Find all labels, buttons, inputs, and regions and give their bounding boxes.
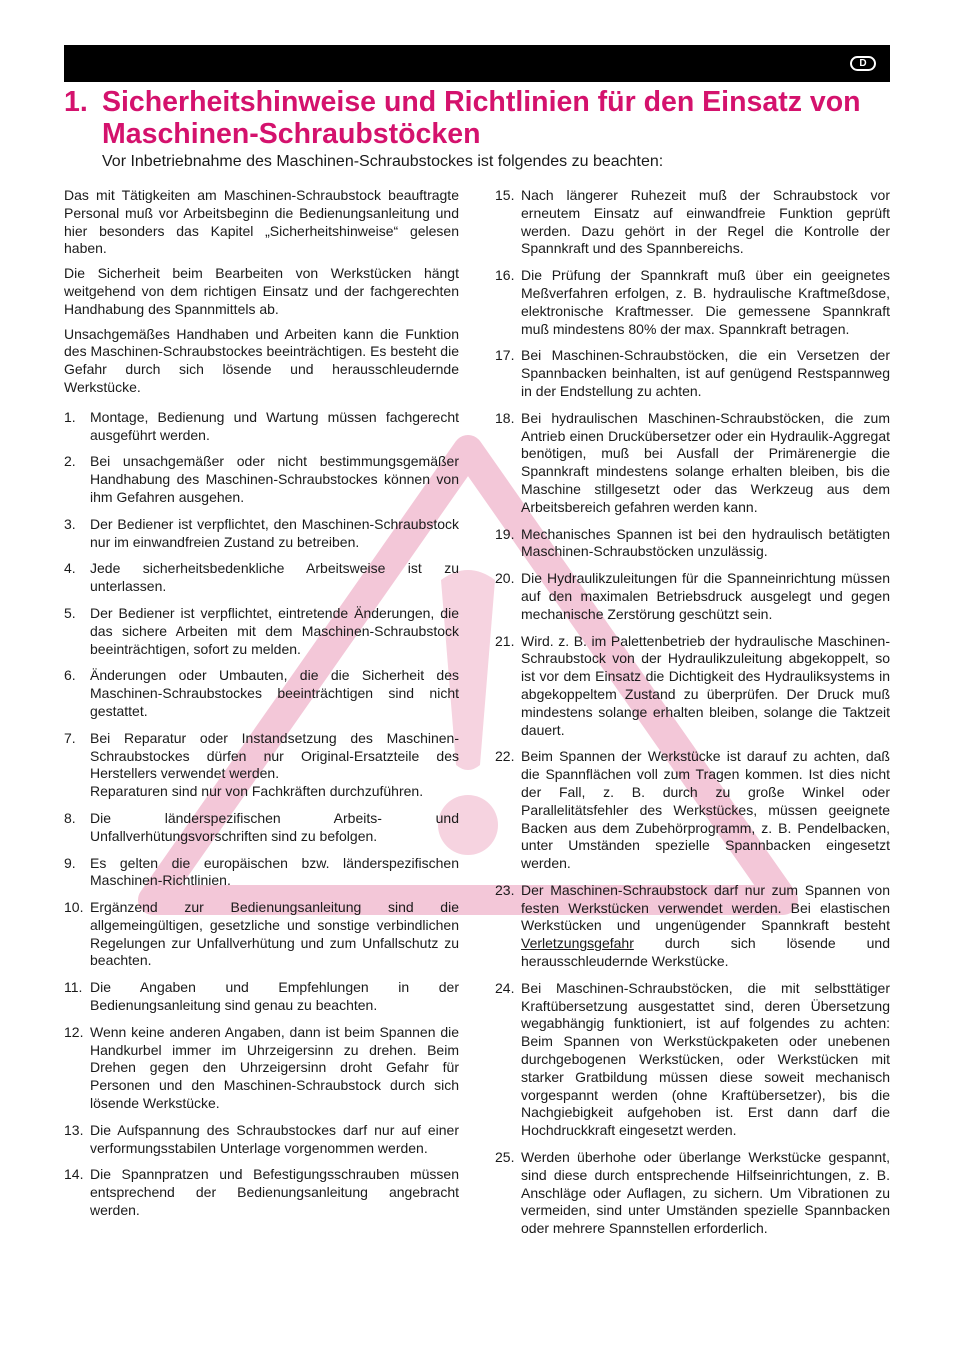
item-number: 18. <box>495 409 515 426</box>
item-number: 19. <box>495 525 515 542</box>
list-item <box>64 730 459 801</box>
intro-paragraph: Die Sicherheit beim Bearbeiten von Werkstücken hängt weitgehend von dem richtigen Einsatz und der fachgerechten Handhabung des Spannmittels ab. <box>64 265 459 317</box>
item-text: Die Prüfung der Spannkraft muß über ein geeignetes Meßverfahren erfolgen, z. B. hydraulische Kraftmeßdose, elektronische Kraftmesser. Die gemessene Spannkraft muß mindestens 80% der max. Spannkraft betragen. <box>521 267 890 337</box>
list-item <box>495 570 890 623</box>
item-text: Bei Maschinen-Schraubstöcken, die mit selbsttätiger Kraftübersetzung ausgestattet sind, deren Übersetzung wegabhängig funktioniert, ist auf folgendes zu achten: Beim Spannen von Werkstückpaketen oder unebenen durchgebogenen Werkstücken, oder Werkstücken mit starker Gratbildung müssen diese soweit mechanisch vorgespannt werden (ohne Kraftübersetzer), bis die Nachgiebigkeit aufgehoben ist. Erst dann darf die Hochdruckkraft eingesetzt werden. <box>521 979 890 1139</box>
list-item <box>495 748 890 873</box>
item-text: Bei Reparatur oder Instandsetzung des Maschinen-Schraubstockes dürfen nur Original-Ersatzteile des Herstellers verwendet werden. <box>90 729 459 782</box>
item-number: 4. <box>64 560 76 577</box>
item-text: Mechanisches Spannen ist bei den hydraulisch betätigten Maschinen-Schraubstöcken unzulässig. <box>521 525 890 560</box>
list-item <box>495 267 890 338</box>
item-text: Es gelten die europäischen bzw. länderspezifischen Maschinen-Richtlinien. <box>90 854 459 889</box>
item-text: Die länderspezifischen Arbeits- und Unfallverhütungsvorschriften sind zu befolgen. <box>90 809 459 844</box>
item-text: Die Spannpratzen und Befestigungsschrauben müssen entsprechend der Bedienungsanleitung angebracht werden. <box>90 1166 459 1219</box>
list-item <box>64 409 459 445</box>
item-number: 24. <box>495 979 515 996</box>
list-item <box>495 633 890 740</box>
item-text: Jede sicherheitsbedenkliche Arbeitsweise ist zu unterlassen. <box>90 560 459 595</box>
item-text: Werden überhohe oder überlange Werkstücke gespannt, sind diese durch entsprechende Hilfseinrichtungen, z. B. Anschläge oder Auflagen, zu sichern. Um Vibrationen zu vermeiden, sind unter Umständen spezielle Spannbacken oder mehrere Spannstellen erforderlich. <box>521 1149 890 1237</box>
item-number: 17. <box>495 347 515 364</box>
item-text: Der Bediener ist verpflichtet, den Maschinen-Schraubstock nur im einwandfreien Zustand zu betreiben. <box>90 515 459 550</box>
section-title: Sicherheitshinweise und Richtlinien für den Einsatz von Maschinen-Schraubstöcken <box>102 86 861 150</box>
list-item <box>64 1166 459 1219</box>
item-number: 10. <box>64 899 84 916</box>
item-number: 14. <box>64 1166 84 1183</box>
list-item <box>64 855 459 891</box>
item-text: Der Bediener ist verpflichtet, eintretende Änderungen, die das sichere Arbeiten mit dem Maschinen-Schraubstock beeinträchtigen, sofort zu melden. <box>90 604 459 657</box>
item-number: 5. <box>64 604 76 621</box>
list-item <box>64 899 459 970</box>
item-number: 23. <box>495 881 515 898</box>
item-text-part: Der Maschinen-Schraubstock darf nur zum Spannen von festen Werkstücken verwendet werden. Bei elastischen Werkstücken und ungenügender Spannkraft besteht <box>521 881 890 934</box>
list-item <box>495 347 890 400</box>
header-bar <box>64 45 890 82</box>
right-column <box>495 187 890 1247</box>
list-item <box>64 605 459 658</box>
list-item <box>495 526 890 562</box>
list-item <box>64 667 459 720</box>
item-number: 2. <box>64 453 76 470</box>
list-item <box>64 453 459 506</box>
item-text: Montage, Bedienung und Wartung müssen fachgerecht ausgeführt werden. <box>90 408 459 443</box>
item-number: 3. <box>64 515 76 532</box>
section-number: 1. <box>64 86 88 118</box>
intro-paragraph: Unsachgemäßes Handhaben und Arbeiten kann die Funktion des Maschinen-Schraubstockes beeinträchtigen. Es besteht die Gefahr durch sich lösende und herausschleudernde Werkstücke. <box>64 325 459 395</box>
item-number: 15. <box>495 187 515 203</box>
item-number: 25. <box>495 1149 515 1166</box>
item-text: Wenn keine anderen Angaben, dann ist beim Spannen die Handkurbel immer im Uhrzeigersinn zu drehen. Beim Drehen gegen den Uhrzeigersinn droht Gefahr für Personen und den Maschinen-Schraubstock durch sich lösende Werkstücke. <box>90 1023 459 1112</box>
underlined-term: Verletzungsgefahr <box>521 935 634 952</box>
item-text: Bei Maschinen-Schraubstöcken, die ein Versetzen der Spannbacken beinhalten, ist auf genügend Restspannweg in der Endstellung zu achten. <box>521 347 890 399</box>
item-number: 22. <box>495 748 515 765</box>
item-number: 9. <box>64 854 76 871</box>
page-title <box>64 86 904 150</box>
item-text: Änderungen oder Umbauten, die die Sicherheit des Maschinen-Schraubstockes beeinträchtigen sind nicht gestattet. <box>90 667 459 719</box>
item-text: Die Aufspannung des Schraubstockes darf nur auf einer verformungsstabilen Unterlage vorgenommen werden. <box>90 1121 459 1156</box>
item-number: 1. <box>64 408 76 425</box>
list-item <box>495 410 890 517</box>
safety-list-left <box>64 409 459 1220</box>
item-text <box>521 882 890 971</box>
list-item <box>495 187 890 258</box>
item-number: 20. <box>495 570 515 587</box>
item-number: 12. <box>64 1023 84 1040</box>
safety-list-right <box>495 187 890 1238</box>
item-text: Bei hydraulischen Maschinen-Schraubstöcken, die zum Antrieb einen Druckübersetzer oder ein Hydraulik-Aggregat benötigen, muß bei Ausfall der Primärenergie die Spannkraft mindestens solange erhalten bleiben, bis die Maschine stillgesetzt oder das Werkzeug aus dem Arbeitsbereich gefahren werden kann. <box>521 409 890 515</box>
item-number: 13. <box>64 1121 84 1138</box>
list-item <box>495 980 890 1140</box>
item-text: Nach längerer Ruhezeit muß der Schraubstock vor erneutem Einsatz auf einwandfreie Funktion geprüft werden. Dazu gehört in der Regel die Kontrolle der Spannkraft und des Spannbereichs. <box>521 187 890 257</box>
item-text: Wird. z. B. im Palettenbetrieb der hydraulische Maschinen-Schraubstock von der Hydraulikzuleitung abgekoppelt, so ist vor dem Einsatz die Dichtigkeit des Hydrauliksystems in abgekoppeltem Zustand zu überprüfen. Der Druck muß mindestens solange erhalten bleiben, solange die Taktzeit dauert. <box>521 632 890 738</box>
left-column <box>64 187 459 1229</box>
item-number: 7. <box>64 729 76 746</box>
intro-paragraph: Das mit Tätigkeiten am Maschinen-Schraubstock beauftragte Personal muß vor Arbeitsbeginn die Bedienungsanleitung und hier besonders das Kapitel „Sicherheitshinweise“ gelesen haben. <box>64 187 459 257</box>
item-number: 21. <box>495 632 515 649</box>
item-text-part: durch sich lösende und herausschleudernde Werkstücke. <box>521 935 890 970</box>
item-text-continued: Reparaturen sind nur von Fachkräften durchzuführen. <box>90 783 424 800</box>
item-number: 8. <box>64 809 76 826</box>
item-text: Ergänzend zur Bedienungsanleitung sind die allgemeingültigen, gesetzliche und sonstige verbindlichen Regelungen zur Unfallverhütung und zum Unfallschutz zu beachten. <box>90 899 459 969</box>
list-item <box>64 1024 459 1113</box>
item-number: 6. <box>64 667 76 684</box>
list-item <box>495 882 890 971</box>
item-number: 11. <box>64 979 83 996</box>
item-text: Die Hydraulikzuleitungen für die Spanneinrichtung müssen auf den maximalen Betriebsdruck ausgelegt und gegen mechanische Zerstörung geschützt sein. <box>521 570 890 622</box>
list-item <box>64 560 459 596</box>
item-text: Die Angaben und Empfehlungen in der Bedienungsanleitung sind genau zu beachten. <box>90 979 459 1014</box>
language-badge: D <box>850 56 876 71</box>
list-item <box>495 1149 890 1238</box>
item-text: Bei unsachgemäßer oder nicht bestimmungsgemäßer Handhabung des Maschinen-Schraubstockes können von ihm Gefahren ausgehen. <box>90 453 459 505</box>
list-item <box>64 516 459 552</box>
list-item <box>64 810 459 846</box>
list-item <box>64 1122 459 1158</box>
item-text: Beim Spannen der Werkstücke ist darauf zu achten, daß die Spannflächen voll zum Tragen kommen. Ist dies nicht der Fall, z. B. durch zu große Winkel oder Parallelitätsfehler des Werkstückes, müssen geeignete Backen aus dem Zubehörprogramm, z. B. Pendelbacken, unter Umständen spezielle Spannbacken eingesetzt werden. <box>521 748 890 872</box>
list-item <box>64 979 459 1015</box>
item-number: 16. <box>495 267 515 284</box>
page-subtitle: Vor Inbetriebnahme des Maschinen-Schraubstockes ist folgendes zu beachten: <box>102 153 664 170</box>
